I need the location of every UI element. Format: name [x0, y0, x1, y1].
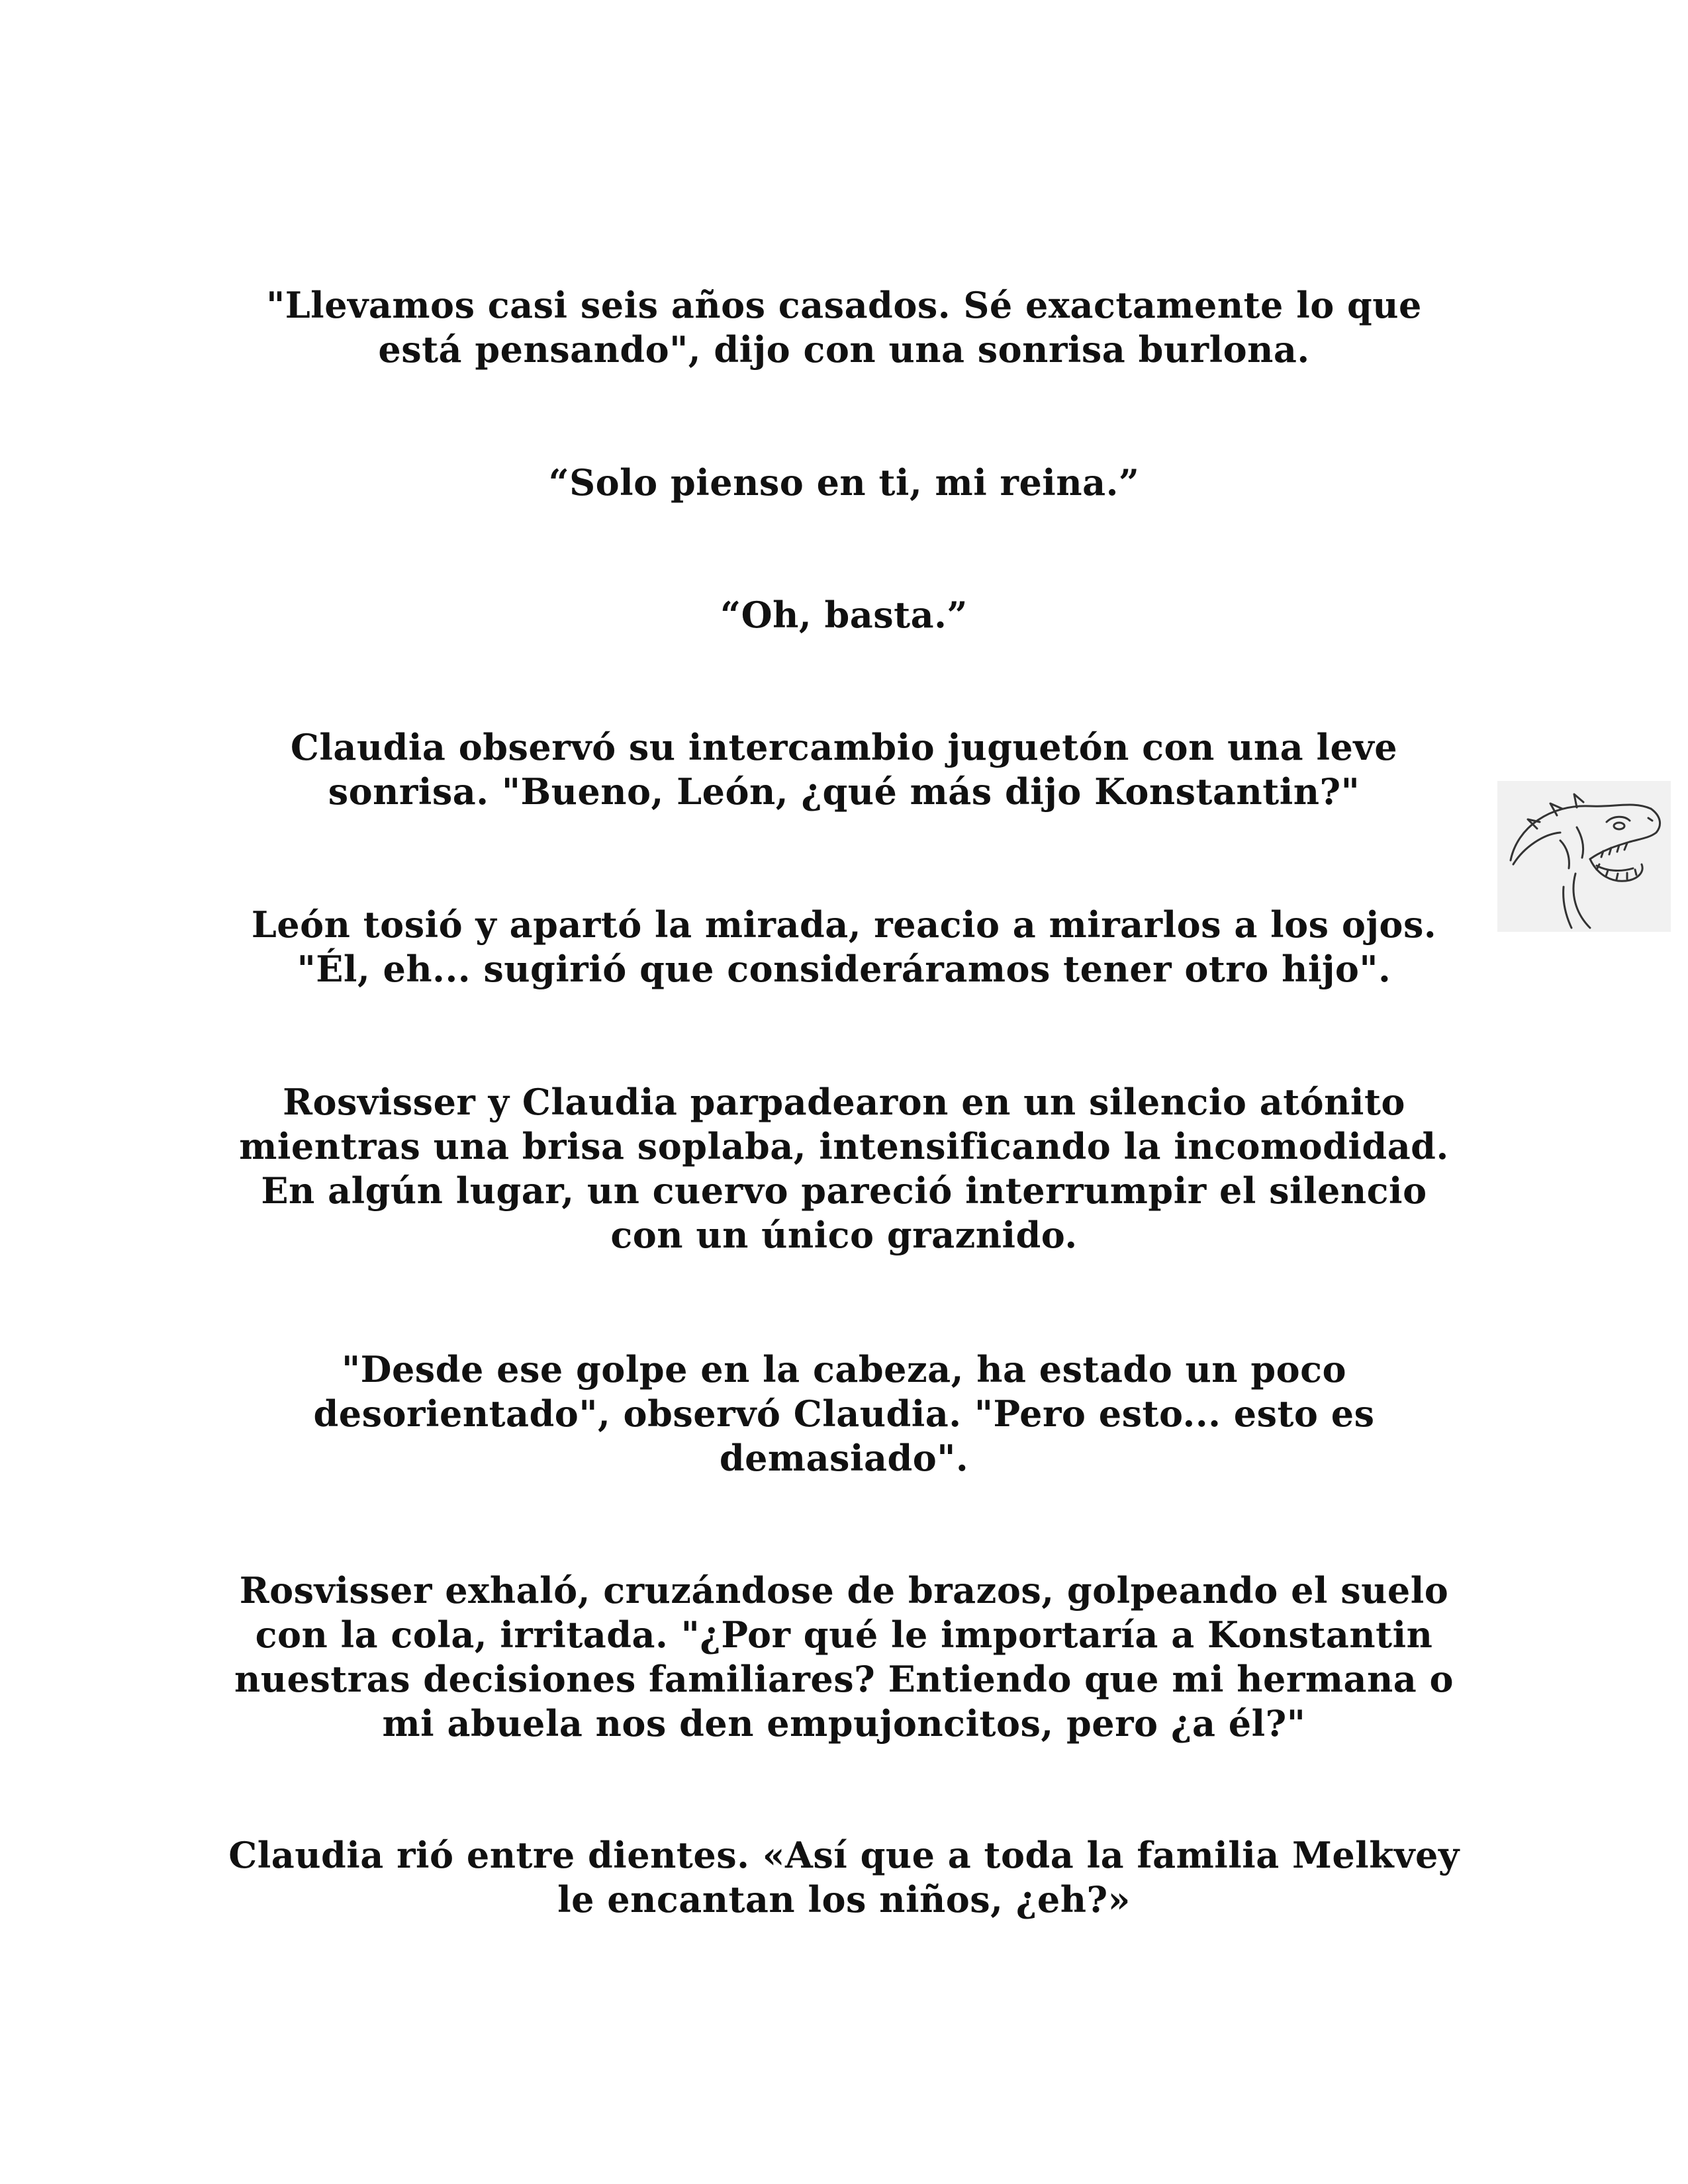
paragraph: “Oh, basta.”	[720, 594, 968, 636]
paragraph: "Llevamos casi seis años casados. Sé exactamente lo que está pensando", dijo con una sonrisa burlona.	[266, 284, 1422, 371]
paragraph: Rosvisser exhaló, cruzándose de brazos, golpeando el suelo con la cola, irritada. "¿Por qué le importaría a Konstantin nuestras decisiones familiares? Entiendo que mi hermana o mi abuela nos den empujoncitos, pero ¿a él?"	[234, 1569, 1454, 1745]
paragraph: “Solo pienso en ti, mi reina.”	[548, 461, 1140, 504]
paragraph: Claudia observó su intercambio juguetón con una leve sonrisa. "Bueno, León, ¿qué más dijo Konstantin?"	[290, 726, 1398, 813]
paragraph: Claudia rió entre dientes. «Así que a toda la familia Melkvey le encantan los niños, ¿eh?»	[228, 1834, 1460, 1921]
paragraph: León tosió y apartó la mirada, reacio a mirarlos a los ojos. "Él, eh... sugirió que consideráramos tener otro hijo".	[251, 903, 1437, 990]
dragon-head-sketch-icon	[1497, 781, 1671, 932]
paragraph: "Desde ese golpe en la cabeza, ha estado un poco desorientado", observó Claudia. "Pero esto... esto es demasiado".	[313, 1348, 1375, 1479]
paragraph: Rosvisser y Claudia parpadearon en un silencio atónito mientras una brisa soplaba, intensificando la incomodidad. En algún lugar, un cuervo pareció interrumpir el silencio con un único graznido.	[239, 1081, 1449, 1256]
